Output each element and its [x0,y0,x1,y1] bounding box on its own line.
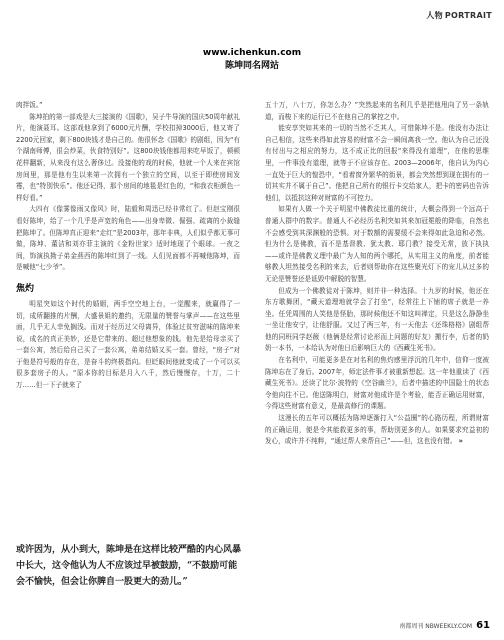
article-paragraph: 陈坤拍的第一部戏是大三接演的《国歌》，吴子牛导演的国庆50周年献礼片，他演聂耳。这部戏他拿到了6000元片酬，学校扣掉3000后，他又寄了2200元回家，剩下800块钱才是自己的。他很怀念《国歌》的剧组，因为“有个湖南师傅，很会炒菜，伙食特别好”。这800块钱他都用来吃早饭了，顿顿花样翻新，从来没有这么奢侈过。没接他的戏的时候，他就一个人来在宾馆房间里，那是他有生以来第一次拥有一个独立的空间，以至于即使房间发霉，也“特别快乐”。他还记得，那个房间的地毯是红色的，“和我衣柜颜色一样好看。” [16,112,240,202]
article-paragraph: 能安享突如其来的一切的当然不乏其人，可惜陈坤不是。他没有办法让自己相信，这些来得如此容易的财富不会一瞬间离我一空。他认为自己还没有付出与之相应的努力，这不成正比的回报“来得没有道理”，在他的思维里，一件事没有道理，就等于不应该存在。2003—2006年，他自认为内心一直处于巨大的惶恐中，“看着窗外繁华的街景，都会突然想到现在拥有的一切其实并不属于自己”。他把自己所有的银行卡交给家人，把卡的密码也告诉他们，以抵抗这种对财富的不可控力。 [265,124,489,202]
site-name: 陈坤同名网站 [224,61,279,71]
section-tag-english: PORTRAIT [444,11,492,20]
article-paragraph-last [265,413,489,448]
article-paragraph: 五十万，八十万，你怎么办？”突然起来的名利几乎是把他甩向了另一条轨道，而梭下来的运行已不在他自己的掌控之中。 [265,101,489,121]
page-number: 61 [476,620,490,631]
pull-quote: 或许因为，从小到大，陈坤是在这样比较严酷的内心风暴中长大，这令他认为人不应该过早被鼓励，“不鼓励可能会不愉快，但会让你脾自一股更大的劲儿。” [16,545,242,587]
left-column [16,100,240,392]
section-tag [426,10,492,21]
continue-arrow-icon: » [458,437,463,446]
right-column [265,100,489,448]
article-paragraph: 在名利中，可能更多是在对名利的焦灼感里浮沉的几年中，信仰一度被陈坤忘在了身后。2007年，师定法件事才被重新想起。这一年他重读了《西藏生死书》。还读了比尔·波特的《空谷幽兰》，后者中描述的中国隐士的状态令他向往不已。他送陈明白，财富对他成许是个考验，能否正确运用财富，今得这些财富有意义，是最高修行的课题。 [265,356,489,411]
article-paragraph: 大四有《像雾像雨又像风》时，陆毅和周迅已经非常红了。但赵宝刚很看好陈坤，给了一个几乎是声宽的角色——出身卑微、倔强、疏离的小裁缝把陈坤了。但陈坤真正迎来“走红”是2003年，那年非典，人们似乎都无事可做，陈坤、董洁和刘亦菲主演的《金粉世家》适时地现了个眼球。一夜之间，饰演执拗子弟金燕西的陈坤红到了一线。人们见面都不再喊他陈坤，而是喊他“七少爷”。 [16,205,240,272]
magazine-name: 南都周刊 NBWEEKLY.COM [399,623,473,630]
article-paragraph-text: 这漫长的五年可以概括为陈坤逐渐打入“公益圈”的心路历程，所谓财富的正确运用，便是令其能救更多的事，帮助别更多的人。如果要求究益初的发心，或许并不纯粹，“通过帮人来帮自己”——但，这也没有错。 [265,414,489,446]
section-tag-chinese: 人物 [426,11,443,20]
section-heading: 焦灼 [16,283,35,294]
article-paragraph: 但成为一个佛教徒对于陈坤，则并非一种选择。十九岁的时候，他还在东方歌舞团，“藏天道理地就学会了打坐”，经常往上下铺的席子就是一养坐。任凭周围的人笑他是怪胎，那时候他还不知这叫禅定，只是这么静静坐一坐让他安宁，让他舒服。又过了两三年，有一天他去《还珠格格》剧组帮他的同班同学赵薇（他俩是经常讨论形而上问题的好友）搬行李，后者的奶奶一本书，一本给认为对他日后影响巨大的《西藏生死书》。 [265,286,489,353]
article-paragraph: 如果有人做一个关于明星中佛教徒比重的统计，大概会得到一个远高于普通人群中的数字。普通人不必经历名利突如其来加冠冕般的降临，自然也不会感受到其深渊般的恐惧。对于数额的需要缓不会来得如此急迫和必然。但为什么是佛教，而不是基督教、犹太教、耶门教？接受无常，放下执执——或许是佛教义理中最广为人知的两个哪托，从实用主义的角度，前者能够教人坦然接受名利的来去，后者则帮助你在这些聚光灯下的宠儿从过多的无论是赞誉还是诋毁中解脱的智慧。 [265,205,489,283]
site-url[interactable]: www.ichenkun.com [202,48,302,58]
article-paragraph: 明星突如这个时代的婚姻，两手空空地上台，一觉醒来，就赢得了一切，成所翻推的片酬，大盛景姐的邀约，无限量的赞誉与掌声——在这些里面，几乎无人幸免搁浅。而对于经历过父母离异，体验过贫穷滋味的陈坤来说，成名的真正美妙，还是它带来的、超过他想象的钱。他先是给母亲买了一套公寓，然后给自己买了一套公寓，弟弟结婚又买一套。曾经，“房子”对于他是符号般的存在，是奋斗的终极指向。但眨眼间他就变成了一个可以买很多套房子的人。“原本你的目标是月入八千，然后慢慢存，十万，二十万……但一下子就来了 [16,299,240,390]
site-watermark [0,47,504,73]
article-paragraph: 肉拌饭。” [16,101,43,109]
page-footer [399,620,490,631]
